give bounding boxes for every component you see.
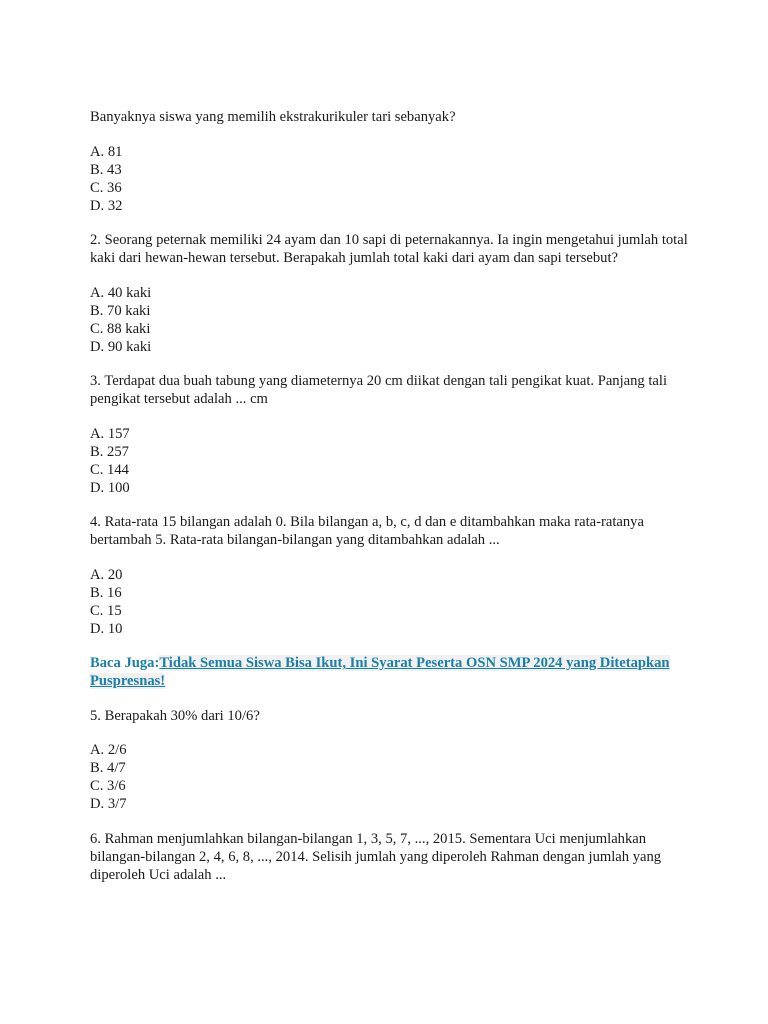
option-b: B. 43: [90, 161, 122, 178]
question-block: [90, 108, 690, 126]
option-c: C. 3/6: [90, 778, 126, 794]
option-d: D. 32: [90, 197, 123, 214]
question-text: 3. Terdapat dua buah tabung yang diameternya 20 cm diikat dengan tali pengikat kuat. Panjang tali pengikat tersebut adalah ... cm: [90, 373, 668, 407]
read-more-link[interactable]: Tidak Semua Siswa Bisa Ikut, Ini Syarat Peserta OSN SMP 2024 yang Ditetapkan Puspresnas!: [90, 655, 670, 689]
option-c: C. 144: [90, 461, 129, 478]
question-block: [90, 707, 690, 725]
question-text: 5. Berapakah 30% dari 10/6?: [90, 707, 260, 724]
option-a: A. 20: [90, 566, 123, 583]
question-block: [90, 372, 690, 408]
answer-options: [90, 143, 690, 215]
option-a: A. 2/6: [90, 742, 127, 758]
option-c: C. 36: [90, 179, 122, 196]
option-d: D. 10: [90, 620, 123, 637]
option-d: D. 3/7: [90, 796, 127, 812]
question-text: 6. Rahman menjumlahkan bilangan-bilangan 1, 3, 5, 7, ..., 2015. Sementara Uci menjumlahkan bilangan-bilangan 2, 4, 6, 8, ..., 2014. Selisih jumlah yang diperoleh Rahman dengan jumlah yang diperoleh Uci adalah ...: [90, 830, 662, 883]
article-body: [90, 108, 690, 900]
answer-options: [90, 284, 690, 356]
option-a: A. 81: [90, 143, 123, 160]
question-text: 4. Rata-rata 15 bilangan adalah 0. Bila bilangan a, b, c, d dan e ditambahkan maka rata-ratanya bertambah 5. Rata-rata bilangan-bilangan yang ditambahkan adalah ...: [90, 514, 644, 548]
option-a: A. 157: [90, 425, 130, 442]
question-block: [90, 830, 690, 884]
question-block: [90, 513, 690, 549]
option-c: C. 88 kaki: [90, 320, 151, 337]
option-b: B. 257: [90, 443, 129, 460]
question-block: [90, 231, 690, 267]
option-a: A. 40 kaki: [90, 284, 152, 301]
question-text: Banyaknya siswa yang memilih ekstrakurikuler tari sebanyak?: [90, 109, 456, 125]
read-more-prefix: Baca Juga:: [90, 655, 160, 671]
read-more-box: [90, 654, 690, 690]
option-b: B. 16: [90, 584, 122, 601]
option-b: B. 4/7: [90, 760, 126, 776]
option-c: C. 15: [90, 602, 122, 619]
option-d: D. 90 kaki: [90, 338, 152, 355]
question-text: 2. Seorang peternak memiliki 24 ayam dan 10 sapi di peternakannya. Ia ingin mengetahui jumlah total kaki dari hewan-hewan tersebut. Berapakah jumlah total kaki dari ayam dan sapi tersebut?: [90, 232, 688, 266]
answer-options: [90, 425, 690, 497]
answer-options: [90, 741, 690, 813]
answer-options: [90, 566, 690, 638]
option-d: D. 100: [90, 479, 130, 496]
option-b: B. 70 kaki: [90, 302, 151, 319]
